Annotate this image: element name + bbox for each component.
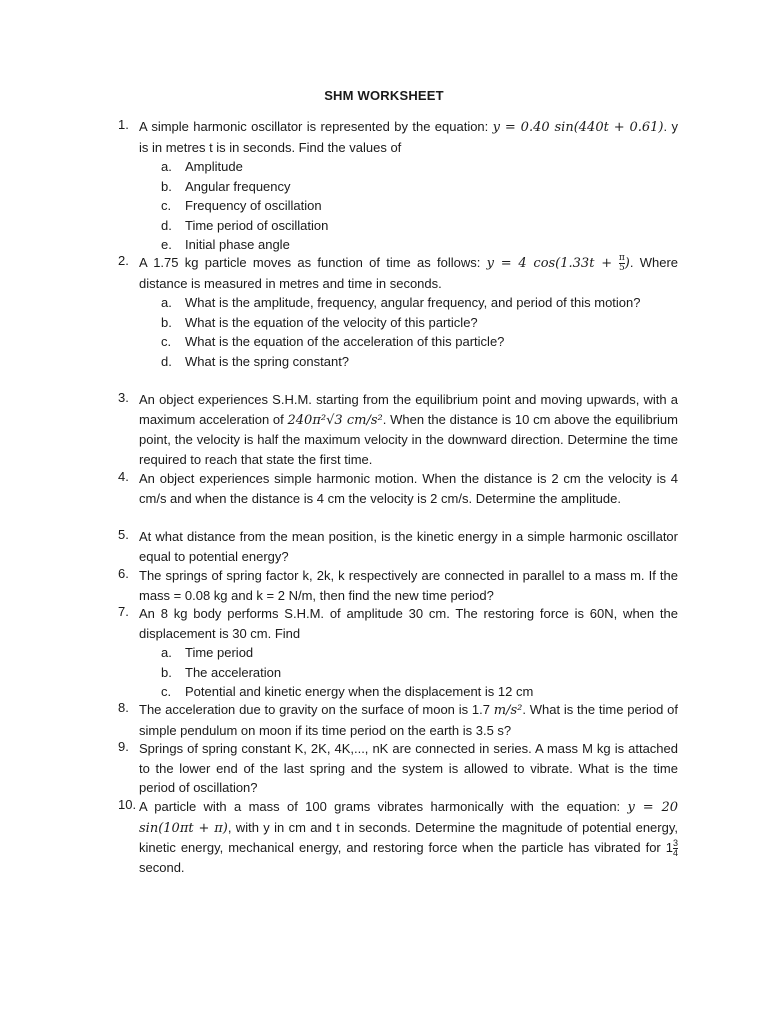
question-text: A particle with a mass of 100 grams vibrates harmonically with the equation: y = 20 sin(10πt + π), with y in cm and t in seconds. Determine the magnitude of potential energy, kinetic energy, mechanical energy, and restoring force when the particle has vibrated for 1 $\frac{3}{4}$ second. (139, 799, 678, 876)
fraction: $\frac{3}{4}$ (672, 838, 678, 859)
equation: m/s² (493, 703, 523, 718)
sub-question: d. What is the spring constant? (161, 353, 350, 369)
fraction: $\frac{\pi}{5}$ (618, 253, 625, 273)
question-text: Springs of spring constant K, 2K, 4K,..., nK are connected in series. A mass M kg is attached to the lower end of the last spring and the system is allowed to vibrate. What is the time period of oscillation? (139, 741, 678, 795)
sub-question-list (139, 643, 678, 702)
question-3 (118, 390, 678, 469)
equation: y = 20 sin(10πt + π) (139, 800, 678, 836)
question-text: At what distance from the mean position, is the kinetic energy in a simple harmonic oscillator equal to potential energy? (139, 529, 678, 564)
sub-question: a. Amplitude (161, 159, 243, 174)
question-text: The acceleration due to gravity on the surface of moon is 1.7 m/s². What is the time period of simple pendulum on moon if its time period on the earth is 3.5 s? (139, 702, 678, 738)
sub-question: e. Initial phase angle (161, 237, 290, 252)
question-text: An object experiences S.H.M. starting from the equilibrium point and moving upwards, with a maximum acceleration of 240π²√3 cm/s². When the distance is 10 cm above the equilibrium point, the velocity is half the maximum velocity in the downward direction. Determine the time required to reach that state the first time. (139, 392, 678, 467)
question-number: 10. (118, 797, 137, 812)
question-text: A simple harmonic oscillator is represented by the equation: y = 0.40 sin(440t + 0.61). y is in metres t is in seconds. Find the values of (139, 119, 678, 155)
question-4 (118, 469, 678, 508)
sub-question: b. What is the equation of the velocity of this particle? (161, 314, 478, 330)
question-number: 1. (118, 117, 129, 132)
question-6 (118, 566, 678, 605)
question-2 (118, 253, 678, 371)
question-number: 5. (118, 527, 129, 542)
sub-question: a. Time period (161, 645, 254, 660)
equation: y = 4 cos(1.33t + $\frac{\pi}{5}$ ) (486, 253, 630, 273)
sub-question: c. Potential and kinetic energy when the displacement is 12 cm (161, 684, 534, 699)
question-8 (118, 700, 678, 740)
question-10 (118, 797, 678, 878)
page-title: SHM WORKSHEET (324, 88, 444, 103)
question-text: A 1.75 kg particle moves as function of time as follows: y = 4 cos(1.33t + $\frac{\pi}{5}$ ). Where distance is measured in metres and time in seconds. (139, 253, 679, 291)
sub-question-list (139, 157, 678, 255)
equation: 240π²√3 cm/s² (287, 412, 383, 428)
question-text: The springs of spring factor k, 2k, k respectively are connected in parallel to a mass m. If the mass = 0.08 kg and k = 2 N/m, then find the new time period? (139, 568, 678, 603)
question-text: An object experiences simple harmonic motion. When the distance is 2 cm the velocity is 4 cm/s and when the distance is 4 cm the velocity is 2 cm/s. Determine the amplitude. (139, 471, 678, 506)
sub-question: b. Angular frequency (161, 178, 291, 194)
sub-question: b. The acceleration (161, 664, 282, 680)
question-number: 2. (118, 253, 129, 268)
question-number: 6. (118, 566, 129, 581)
sub-question: d. Time period of oscillation (161, 217, 329, 233)
sub-question: c. Frequency of oscillation (161, 198, 322, 213)
question-7 (118, 604, 678, 702)
question-9 (118, 739, 678, 798)
sub-question: c. What is the equation of the acceleration of this particle? (161, 334, 505, 349)
question-number: 9. (118, 739, 129, 754)
question-number: 7. (118, 604, 129, 619)
mixed-number: 1 $\frac{3}{4}$ (665, 838, 678, 859)
equation: y = 0.40 sin(440t + 0.61) (492, 120, 664, 135)
question-number: 3. (118, 390, 129, 405)
sub-question: a. What is the amplitude, frequency, angular frequency, and period of this motion? (161, 295, 641, 310)
question-number: 8. (118, 700, 129, 715)
sub-question-list (139, 293, 678, 371)
question-1 (118, 117, 678, 255)
question-text: An 8 kg body performs S.H.M. of amplitude 30 cm. The restoring force is 60N, when the displacement is 30 cm. Find (139, 606, 678, 641)
question-number: 4. (118, 469, 129, 484)
question-5 (118, 527, 678, 566)
